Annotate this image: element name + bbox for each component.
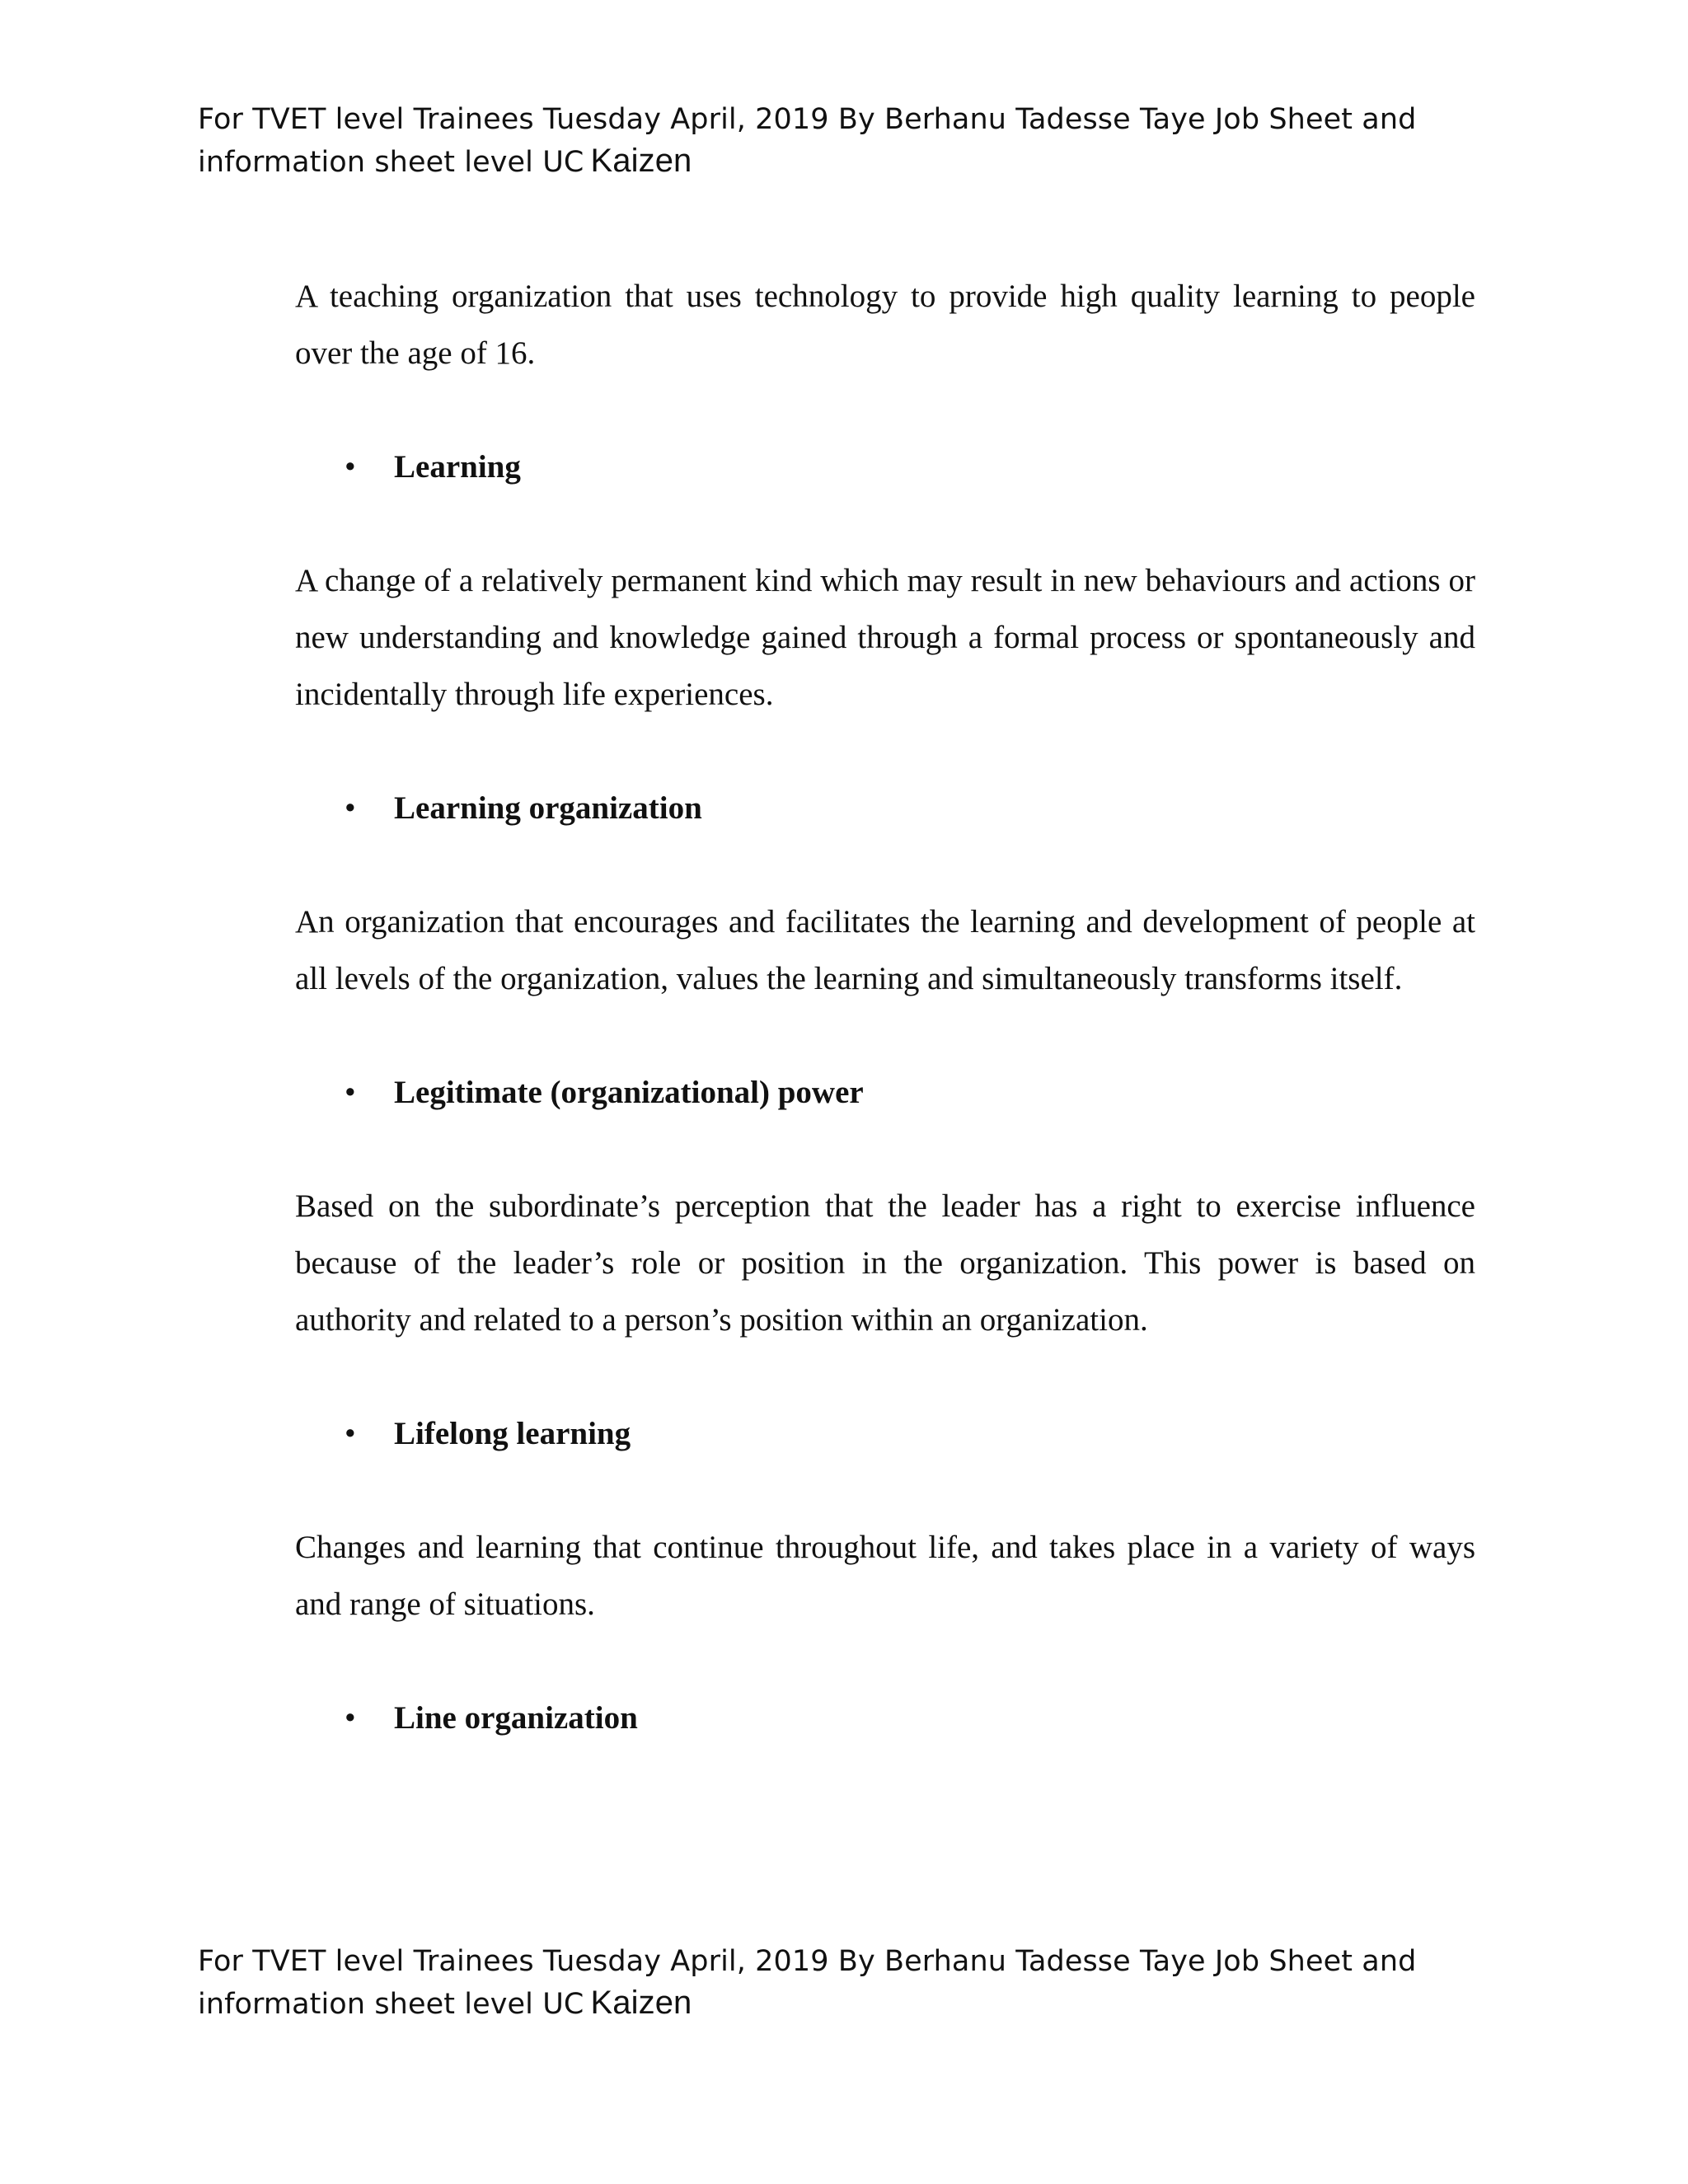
- spacer: [295, 1007, 1475, 1064]
- header-kaizen: Kaizen: [590, 143, 692, 179]
- spacer: [295, 1633, 1475, 1690]
- glossary-term-label: Learning: [394, 449, 521, 485]
- footer-line-1: For TVET level Trainees Tuesday April, 2019 By Berhanu Tadesse Taye Job Sheet and: [198, 1945, 1417, 1978]
- spacer: [295, 382, 1475, 438]
- spacer: [295, 1462, 1475, 1519]
- spacer: [295, 723, 1475, 780]
- footer-line-2: [198, 1982, 1401, 2025]
- header-line-2: [198, 140, 1401, 183]
- glossary-term-label: Line organization: [394, 1700, 638, 1736]
- page-header: [198, 99, 1417, 183]
- footer-kaizen: Kaizen: [590, 1985, 692, 2021]
- glossary-term: [295, 780, 1475, 837]
- bullet-icon: •: [345, 449, 356, 485]
- glossary-term: [295, 438, 1475, 495]
- glossary-content: [295, 268, 1475, 1746]
- spacer: [295, 1348, 1475, 1405]
- glossary-term: [295, 1064, 1475, 1121]
- glossary-term-label: Learning organization: [394, 790, 702, 826]
- glossary-definition: Based on the subordinate’s perception that the leader has a right to exercise influence because of the leader’s role or position in the organization. This power is based on authority and related to a person’s position within an organization.: [295, 1188, 1475, 1338]
- header-line-1: For TVET level Trainees Tuesday April, 2019 By Berhanu Tadesse Taye Job Sheet and: [198, 103, 1417, 136]
- bullet-icon: •: [345, 1075, 356, 1110]
- glossary-term-label: Legitimate (organizational) power: [394, 1075, 864, 1110]
- intro-definition: A teaching organization that uses technology to provide high quality learning to people over the age of 16.: [295, 279, 1475, 371]
- glossary-definition: Changes and learning that continue throughout life, and takes place in a variety of ways and range of situations.: [295, 1530, 1475, 1622]
- spacer: [295, 1121, 1475, 1178]
- glossary-definition: A change of a relatively permanent kind which may result in new behaviours and actions or new understanding and knowledge gained through a formal process or spontaneously and incidentally through life experiences.: [295, 563, 1475, 712]
- bullet-icon: •: [345, 790, 356, 826]
- header-line-2-text: information sheet level UC: [198, 146, 584, 179]
- glossary-term: [295, 1405, 1475, 1462]
- footer-line-2-text: information sheet level UC: [198, 1988, 584, 2021]
- bullet-icon: •: [345, 1700, 356, 1736]
- glossary-definition: An organization that encourages and facilitates the learning and development of people at all levels of the organization, values the learning and simultaneously transforms itself.: [295, 904, 1475, 996]
- glossary-term-label: Lifelong learning: [394, 1416, 631, 1451]
- glossary-term: [295, 1690, 1475, 1746]
- bullet-icon: •: [345, 1416, 356, 1451]
- spacer: [295, 495, 1475, 552]
- page-footer: [198, 1941, 1417, 2025]
- spacer: [295, 837, 1475, 893]
